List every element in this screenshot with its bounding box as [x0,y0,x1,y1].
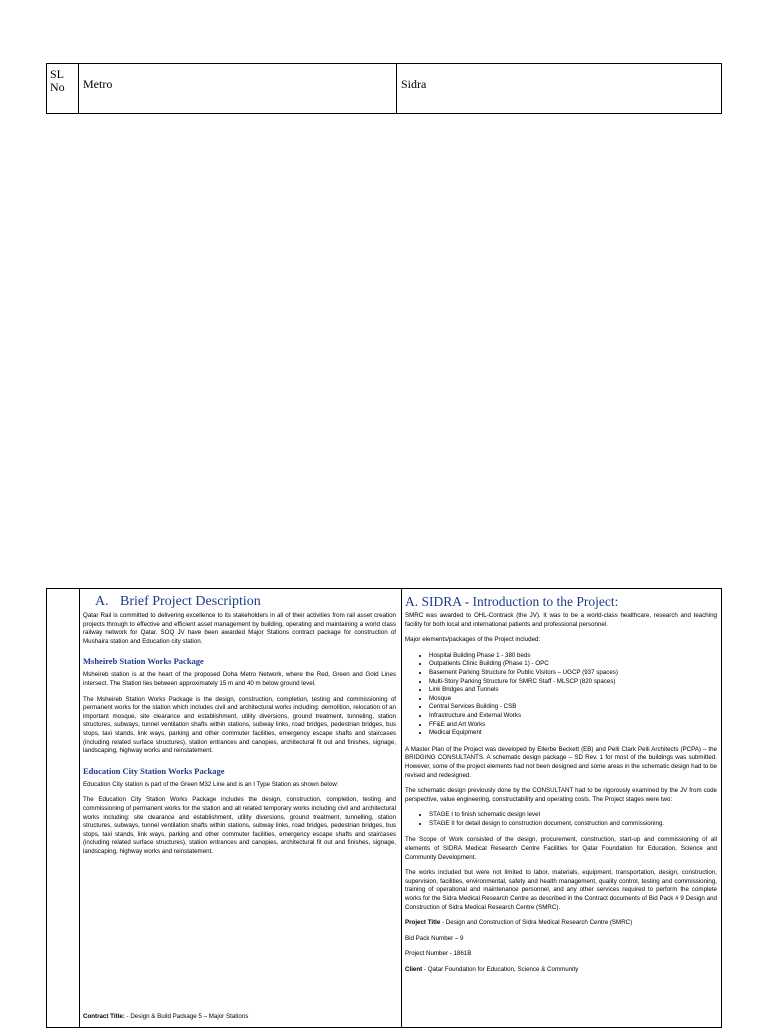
contract-title-label: Contract Title: [83,1012,125,1020]
header-sidra: Sidra [397,64,722,114]
brief-project-heading [83,594,396,610]
education-city-para-1: Education City station is part of the Green M32 Line and is an I Type Station as shown below: [83,780,339,788]
sidra-column [402,589,722,1028]
heading-text: Brief Project Description [120,594,261,609]
list-item: • Infrastructure and External Works [429,712,717,721]
msheireb-heading: Msheireb Station Works Package [83,656,204,667]
header-table [46,63,722,114]
list-item: • Medical Equipment [429,729,717,738]
list-item: • Hospital Building Phase 1 - 380 beds [429,652,717,661]
sidra-para-3: A Master Plan of the Project was developed by Ellerbe Beckett (EB) and Pelli Clark Pelli Architects (PCPA) – the BRIDGING CONSULTANTS. A schematic design package – SD Rev. 1 for most of the buildings was submitted. However, some of the project elements had not been designed and some areas in the schematic design had to be revised and redesigned. [405,745,717,779]
sidra-para-4: The schematic design previously done by the CONSULTANT had to be rigorously examined by the JV from code perspective, value engineering, constructability and operating costs. The Project stages were two: [405,787,717,803]
sidra-para-5: The Scope of Work consisted of the design, procurement, construction, start-up and commissioning of all elements of SIDRA Medical Research Centre Facilities for Qatar Foundation for Education, Science and Community Development. [405,836,717,861]
project-title-label: Project Title [405,919,441,927]
sidra-stages-list [405,811,717,828]
client [405,966,717,975]
header-metro: Metro [79,64,397,114]
education-city-heading: Education City Station Works Package [83,765,225,776]
heading-letter: A. [95,594,109,609]
sidra-intro-heading: A. SIDRA - Introduction to the Project: [405,594,619,609]
header-sl-no [47,64,79,114]
sidra-para-2: Major elements/packages of the Project included: [405,636,541,644]
list-item: • STAGE II for detail design to construction document, construction and commissioning. [429,820,717,829]
project-title [405,919,717,928]
sidra-para-1: SMRC was awarded to OHL-Contrack (the JV). It was to be a world-class healthcare, research and teaching facility for both local and international patients and professional personnel. [405,612,717,628]
list-item: • Outpatients Clinic Building (Phase 1) - OPC [429,660,717,669]
sidra-elements-list [405,652,717,738]
body-row [47,589,722,1028]
education-city-para-2: The Education City Station Works Package includes the design, construction, completion, testing and commissioning of permanent works for the station and all related temporary works including civil and architectural works including: site clearance and establishment, utility diversions, ground treatment, tunnelling, station structures, subways, tunnel ventilation shafts within stations, subway links, road bridges, pedestrian bridges, bus stops, taxi stands, link ways, parking and other commuter facilities, emergency escape shafts and staircases (including related surface structures), station entrances and canopies, architectural fit out and finishes, signage, landscaping, highway works and reinstatement. [83,796,396,855]
list-item: • Basement Parking Structure for Public Visitors – UGCP (937 spaces) [429,669,717,678]
metro-intro: Qatar Rail is committed to delivering excellence to its stakeholders in all of their activities from rail asset creation projects through to effective and efficient asset management by building, operating and maintaining a world class railway network for Qatar. SOQ JV have been awarded Major Stations contract package for construction of Mushaira station and Education city station. [83,612,396,645]
list-item: • FF&E and Art Works [429,721,717,730]
msheireb-para-2: The Msheireb Station Works Package is the design, construction, completion, testing and commissioning of permanent works for the station which includes civil and architectural works including: demolition, relocation of an important mosque, site clearance and establishment, utility diversions, ground treatment, tunneling, station structures, subways, tunnel ventilation shafts within stations, subway links, road bridges, pedestrian bridges, bus stops, taxi stands, link ways, parking and other commuter facilities, emergency escape shafts and staircases (including related surface structures), station entrances and canopies, architectural fit out and finishes, signage, landscaping, highway works and reinstatement. [83,695,396,755]
metro-column [80,589,402,1028]
bid-pack-number: Bid Pack Number – 9 [405,934,464,942]
contract-title-value: - Design & Build Package 5 – Major Stations [124,1012,249,1020]
header-sl-label: SL [50,67,65,81]
header-no-label: No [50,80,65,94]
body-sl-cell [47,589,80,1028]
header-row [47,64,722,114]
body-table [46,588,722,1028]
sidra-para-6: The works included but were not limited to labor, materials, equipment, transportation, design, construction, supervision, facilities, environmental, safety and health management, quality control, testing and commissioning, training of operational and maintenance personnel, and any other services required to perform the complete works for the Sidra Medical Research Centre as described in the Contract documents of Bid Pack # 9 Design and Construction of Sidra Medical Research Centre (SMRC). [405,869,717,911]
list-item: • Multi-Story Parking Structure for SMRC Staff - MLSCP (820 spaces) [429,678,717,687]
contract-title [83,1013,248,1022]
client-value: - Qatar Foundation for Education, Science & Community [422,966,579,973]
client-label: Client [405,966,423,973]
list-item: • Mosque [429,695,717,704]
list-item: • STAGE I to finish schematic design level [429,811,717,820]
msheireb-para-1: Msheireb station is at the heart of the proposed Doha Metro Network, where the Red, Green and Gold Lines intersect. The Station lies between approximately 15 m and 40 m below ground level. [83,671,396,687]
list-item: • Link Bridges and Tunnels [429,686,717,695]
list-item: • Central Services Building - CSB [429,703,717,712]
project-number: Project Number - 1861B [405,950,472,958]
project-title-value: - Design and Construction of Sidra Medical Research Centre (SMRC) [440,919,633,927]
